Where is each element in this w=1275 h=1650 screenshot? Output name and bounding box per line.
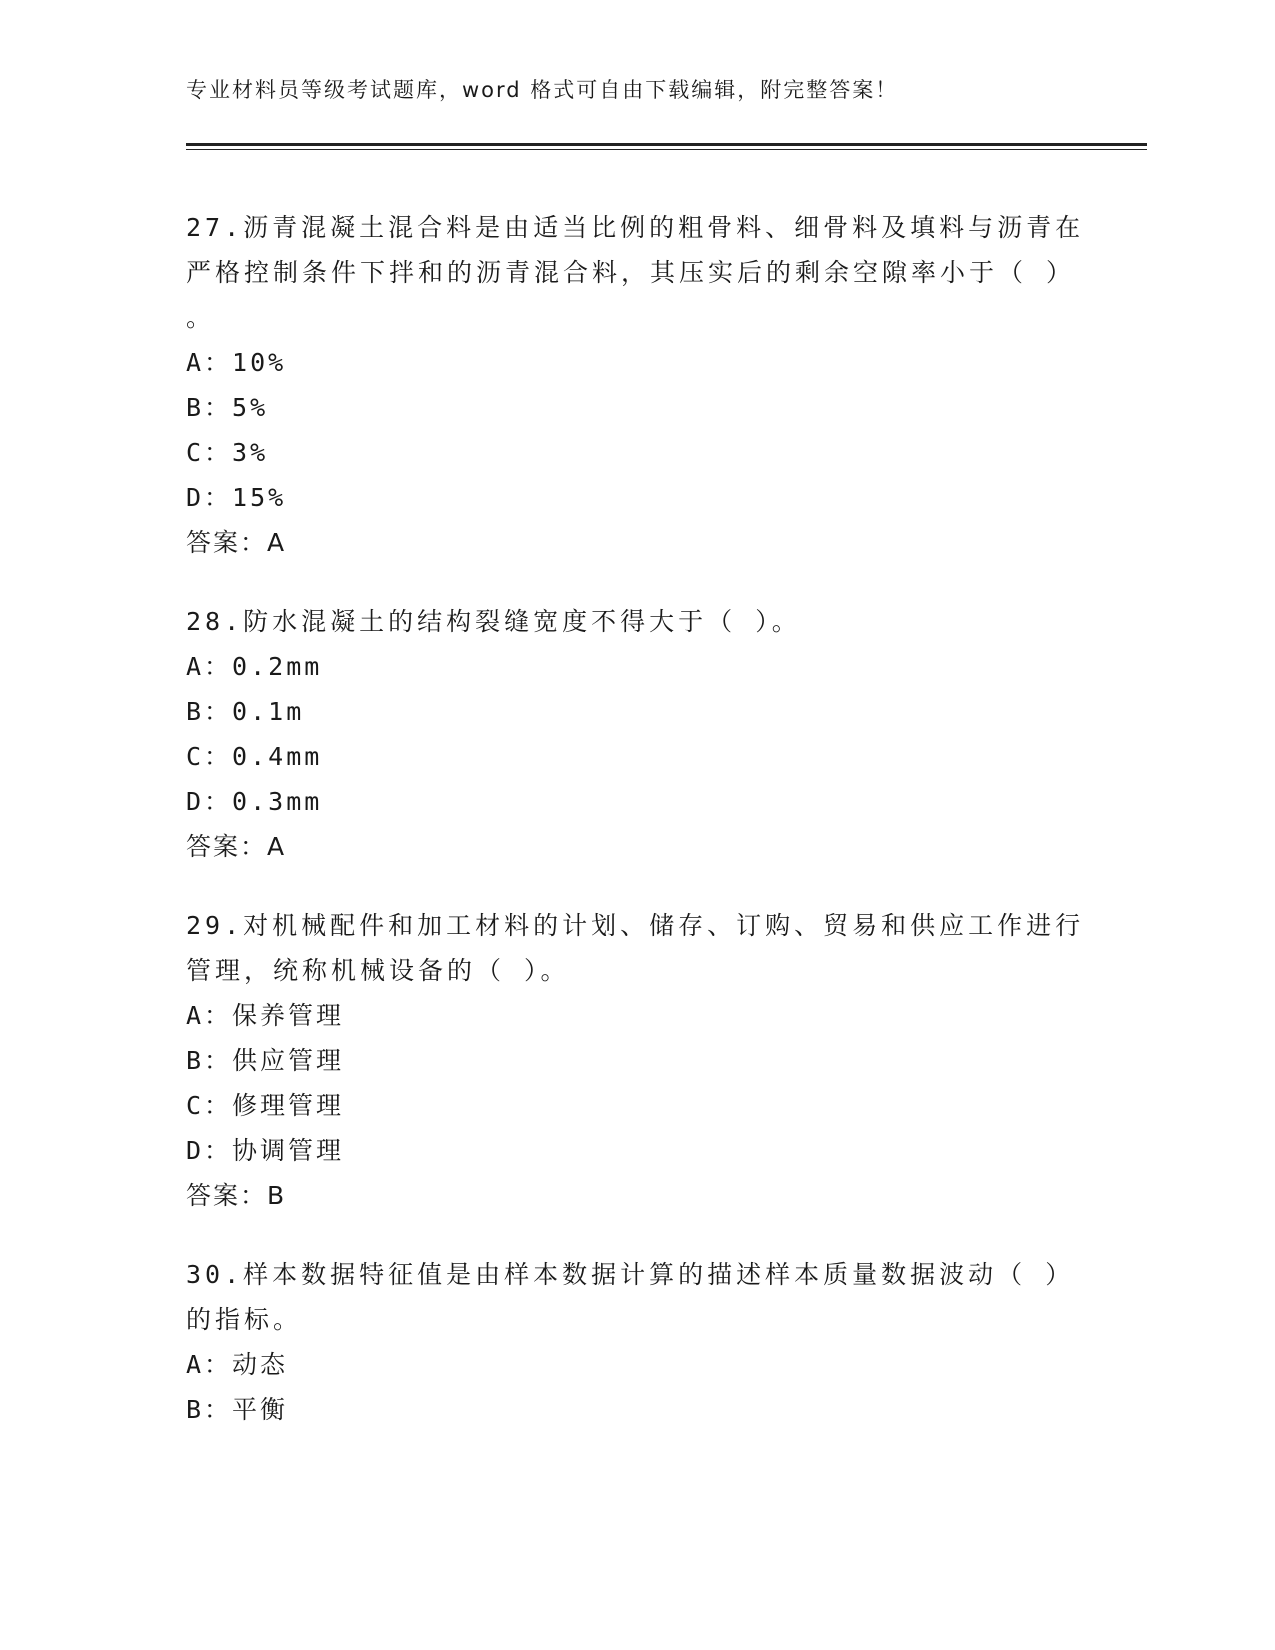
option-d: D：0.3mm <box>186 787 323 816</box>
question-stem-line: 28.防水混凝土的结构裂缝宽度不得大于（ ）。 <box>186 607 801 636</box>
option-d: D：协调管理 <box>186 1136 345 1165</box>
header-divider-thin <box>186 149 1147 150</box>
option-b: B：供应管理 <box>186 1046 345 1075</box>
question-stem-line: 管理，统称机械设备的（ ）。 <box>186 956 570 985</box>
question-stem-line: 。 <box>186 303 216 332</box>
question-stem-line: 严格控制条件下拌和的沥青混合料，其压实后的剩余空隙率小于（ ） <box>186 258 1076 287</box>
question-stem-line: 27.沥青混凝土混合料是由适当比例的粗骨料、细骨料及填料与沥青在 <box>186 213 1085 242</box>
question-list <box>186 205 1086 1466</box>
option-c: C：3% <box>186 438 269 467</box>
question-29 <box>186 903 1086 1218</box>
option-b: B：5% <box>186 393 269 422</box>
option-a: A：保养管理 <box>186 1001 345 1030</box>
option-a: A：动态 <box>186 1350 289 1379</box>
option-b: B：平衡 <box>186 1395 289 1424</box>
option-a: A：10% <box>186 348 287 377</box>
page-header: 专业材料员等级考试题库，word 格式可自由下载编辑，附完整答案！ <box>186 78 899 102</box>
answer-text: 答案：A <box>186 832 287 861</box>
question-stem-line: 30.样本数据特征值是由样本数据计算的描述样本质量数据波动（ ） <box>186 1260 1075 1289</box>
question-30 <box>186 1252 1086 1432</box>
option-a: A：0.2mm <box>186 652 323 681</box>
question-27 <box>186 205 1086 565</box>
answer-text: 答案：B <box>186 1181 287 1210</box>
question-28 <box>186 599 1086 869</box>
question-stem-line: 的指标。 <box>186 1305 303 1334</box>
option-d: D：15% <box>186 483 287 512</box>
question-stem-line: 29.对机械配件和加工材料的计划、储存、订购、贸易和供应工作进行 <box>186 911 1085 940</box>
option-c: C：0.4mm <box>186 742 323 771</box>
header-divider <box>186 143 1147 146</box>
option-c: C：修理管理 <box>186 1091 345 1120</box>
answer-text: 答案：A <box>186 528 287 557</box>
option-b: B：0.1m <box>186 697 305 726</box>
